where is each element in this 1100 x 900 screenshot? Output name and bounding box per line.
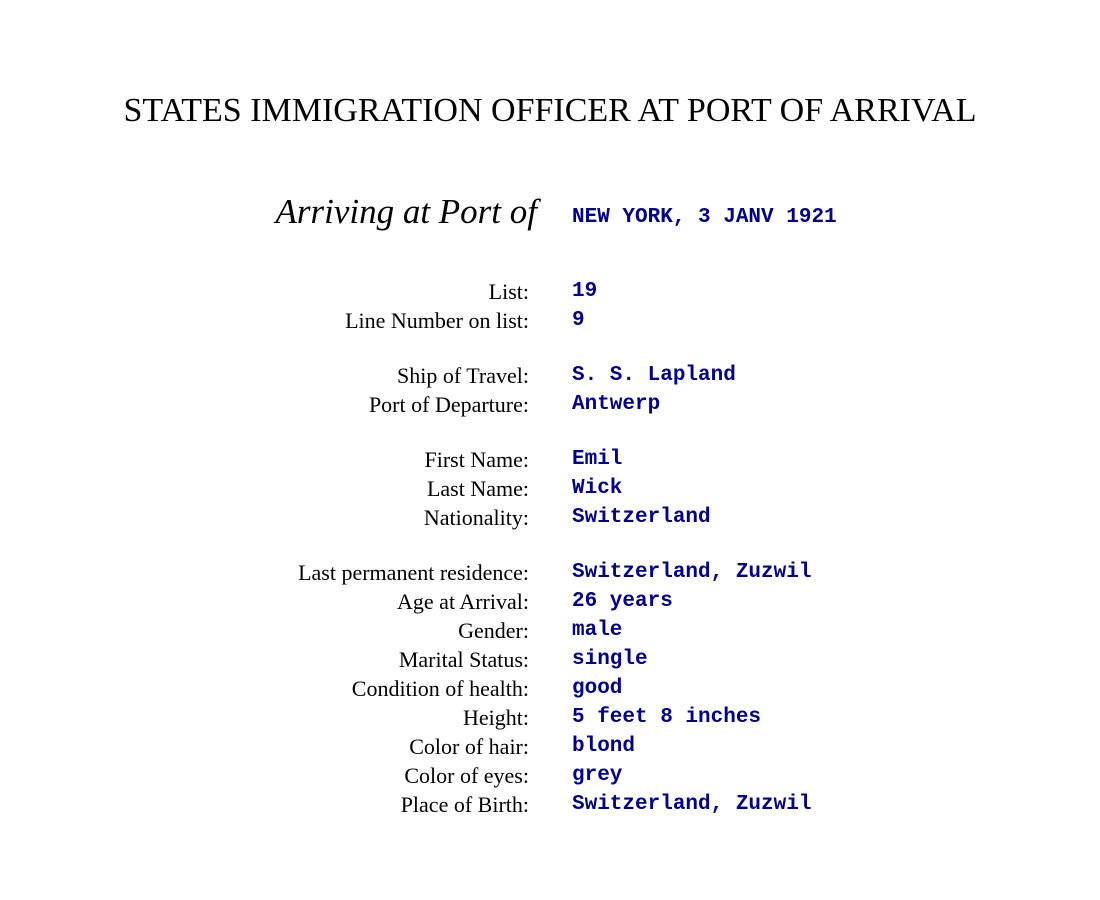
- field-row-list: [0, 277, 1100, 306]
- field-row-age: [0, 587, 1100, 616]
- field-row-gender: [0, 616, 1100, 645]
- field-label: Color of hair:: [409, 734, 529, 759]
- field-value: Antwerp: [572, 393, 661, 416]
- field-row-eye-color: [0, 761, 1100, 790]
- list-group: [0, 277, 1100, 335]
- document-title: STATES IMMIGRATION OFFICER AT PORT OF ARRIVAL: [123, 92, 977, 129]
- field-label: Last Name:: [426, 476, 529, 501]
- field-label: First Name:: [424, 447, 529, 472]
- field-label: Gender:: [458, 618, 529, 643]
- field-label: Condition of health:: [351, 676, 529, 701]
- field-value: blond: [572, 735, 636, 758]
- field-row-last-name: [0, 474, 1100, 503]
- field-value: Wick: [572, 477, 623, 500]
- field-row-marital-status: [0, 645, 1100, 674]
- field-value: 19: [572, 280, 598, 303]
- field-label: Age at Arrival:: [397, 589, 529, 614]
- travel-group: [0, 361, 1100, 419]
- field-label: Ship of Travel:: [396, 363, 529, 388]
- record-fields: [0, 277, 1100, 845]
- field-row-residence: [0, 558, 1100, 587]
- field-row-hair-color: [0, 732, 1100, 761]
- field-value: Emil: [572, 448, 623, 471]
- field-value: Switzerland: [572, 506, 711, 529]
- name-group: [0, 445, 1100, 532]
- field-label: Marital Status:: [398, 647, 529, 672]
- field-value: 26 years: [572, 590, 673, 613]
- field-value: grey: [572, 764, 623, 787]
- field-label: Place of Birth:: [400, 792, 529, 817]
- field-row-ship: [0, 361, 1100, 390]
- field-label: List:: [488, 279, 529, 304]
- details-group: [0, 558, 1100, 819]
- field-row-port-of-departure: [0, 390, 1100, 419]
- field-row-health: [0, 674, 1100, 703]
- field-value: single: [572, 648, 648, 671]
- field-value: Switzerland, Zuzwil: [572, 793, 812, 816]
- field-label: Nationality:: [423, 505, 529, 530]
- field-row-nationality: [0, 503, 1100, 532]
- field-row-height: [0, 703, 1100, 732]
- arrival-port-row: [0, 192, 1100, 242]
- field-value: Switzerland, Zuzwil: [572, 561, 812, 584]
- field-label: Line Number on list:: [345, 308, 529, 333]
- field-label: Color of eyes:: [404, 763, 529, 788]
- arrival-port-label: Arriving at Port of: [275, 192, 537, 231]
- field-row-line-number: [0, 306, 1100, 335]
- field-label: Port of Departure:: [368, 392, 529, 417]
- field-label: Last permanent residence:: [298, 560, 529, 585]
- field-value: S. S. Lapland: [572, 364, 736, 387]
- field-value: 9: [572, 309, 585, 332]
- field-row-place-of-birth: [0, 790, 1100, 819]
- field-value: 5 feet 8 inches: [572, 706, 762, 729]
- field-value: good: [572, 677, 623, 700]
- arrival-port-value: NEW YORK, 3 JANV 1921: [572, 206, 837, 229]
- field-value: male: [572, 619, 623, 642]
- field-label: Height:: [463, 705, 529, 730]
- field-row-first-name: [0, 445, 1100, 474]
